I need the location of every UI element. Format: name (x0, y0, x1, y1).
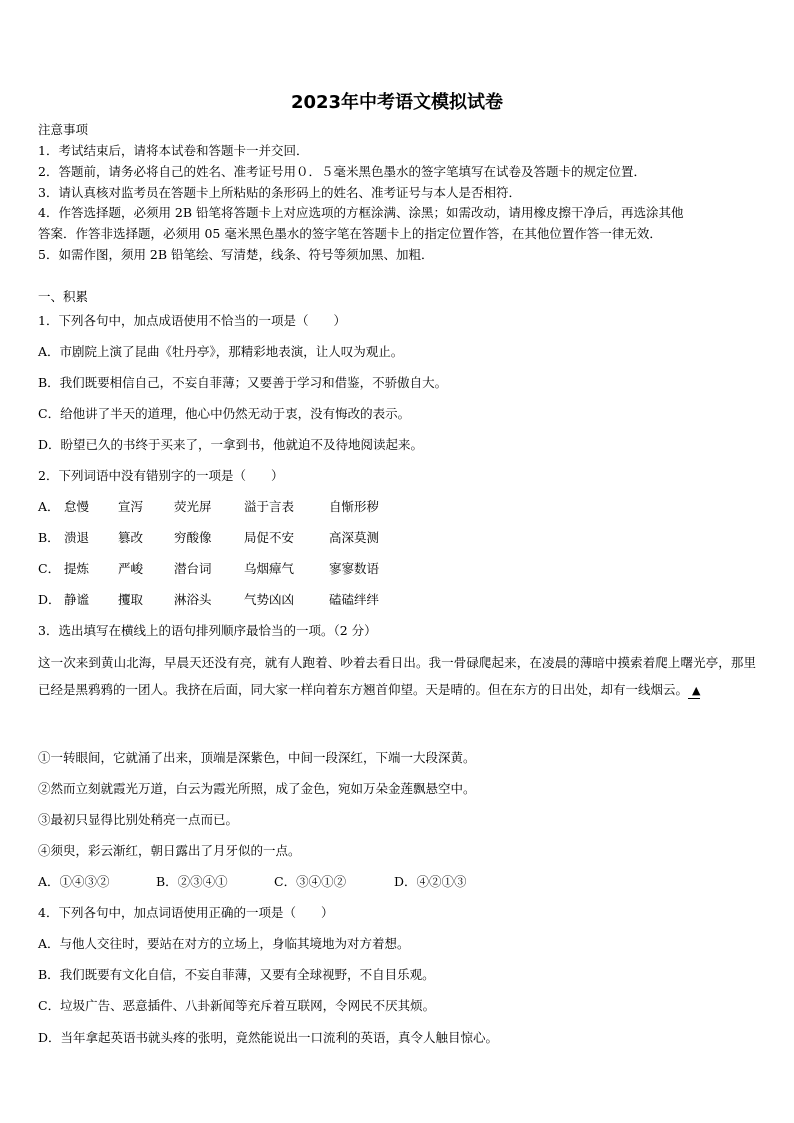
notice-item: 5．如需作图，须用 2B 铅笔绘、写清楚，线条、符号等须加黑、加粗． (38, 247, 434, 262)
q3-sentence-4: ④须臾，彩云渐红，朝日露出了月牙似的一点。 (38, 843, 301, 858)
q1-option-c: C．给他讲了半天的道理，他心中仍然无动于衷，没有悔改的表示。 (38, 406, 411, 421)
notice-heading: 注意事项 (38, 122, 89, 137)
word: 淋浴头 (174, 592, 212, 607)
notice-item: 4．作答选择题，必须用 2B 铅笔将答题卡上对应选项的方框涂满、涂黑；如需改动，请用橡皮擦干净后，再选涂其他 (38, 205, 684, 220)
word: 高深莫测 (329, 530, 380, 545)
notice-item: 2．答题前，请务必将自己的姓名、准考证号用０．５毫米黑色墨水的签字笔填写在试卷及答题卡的规定位置． (38, 164, 646, 179)
choice-c: C．③④①② (274, 874, 347, 889)
q4-option-a: A．与他人交往时，要站在对方的立场上，身临其境地为对方着想。 (38, 936, 410, 951)
q3-passage (38, 649, 756, 703)
passage-text: 这一次来到黄山北海，早晨天还没有亮，就有人跑着、吵着去看日出。我一骨碌爬起来，在凌晨的薄暗中摸索着爬上曙光亭，那里已经是黑鸦鸦的一团人。我挤在后面，同大家一样向着东方翘首仰望。天是晴的。但在东方的日出处，却有一线烟云。 (38, 655, 756, 697)
option-letter: D． (38, 592, 61, 607)
section-heading: 一、积累 (38, 289, 89, 304)
choice-a: A．①④③② (38, 874, 110, 889)
page-title: 2023年中考语文模拟试卷 (290, 92, 504, 113)
word: 气势凶凶 (244, 592, 295, 607)
word: 磕磕绊绊 (329, 592, 380, 607)
q4-option-c: C．垃圾广告、恶意插件、八卦新闻等充斥着互联网，令网民不厌其烦。 (38, 998, 436, 1013)
option-letter: B． (38, 530, 60, 545)
word: 溢于言表 (244, 499, 295, 514)
word: 潜台词 (174, 561, 212, 576)
notice-item: 答案．作答非选择题，必须用 05 毫米黑色墨水的签字笔在答题卡上的指定位置作答，在其他位置作答一律无效． (38, 226, 662, 241)
q2-stem: 2．下列词语中没有错别字的一项是（ ） (38, 468, 284, 483)
word: 局促不安 (244, 530, 295, 545)
q3-stem: 3．选出填写在横线上的语句排列顺序最恰当的一项。（2 分） (38, 623, 377, 638)
q3-sentence-2: ②然而立刻就霞光万道，白云为霞光所照，成了金色，宛如万朵金莲飘悬空中。 (38, 781, 476, 796)
choice-b: B．②③④① (156, 874, 228, 889)
word: 自惭形秽 (329, 499, 380, 514)
notice-item: 1．考试结束后，请将本试卷和答题卡一并交回． (38, 143, 309, 158)
word: 提炼 (64, 561, 90, 576)
choice-d: D．④②①③ (394, 874, 467, 889)
q1-option-a: A．市剧院上演了昆曲《牡丹亭》，那精彩地表演，让人叹为观止。 (38, 344, 404, 359)
word: 篡改 (118, 530, 144, 545)
word: 静谧 (64, 592, 90, 607)
word: 溃退 (64, 530, 90, 545)
q4-option-d: D．当年拿起英语书就头疼的张明，竟然能说出一口流利的英语，真令人触目惊心。 (38, 1030, 499, 1045)
notice-item: 3．请认真核对监考员在答题卡上所粘贴的条形码上的姓名、准考证号与本人是否相符． (38, 185, 521, 200)
option-letter: C． (38, 561, 61, 576)
word: 攫取 (118, 592, 144, 607)
word: 荧光屏 (174, 499, 212, 514)
q3-sentence-3: ③最初只显得比别处稍亮一点而已。 (38, 812, 239, 827)
q4-stem: 4．下列各句中，加点词语使用正确的一项是（ ） (38, 905, 334, 920)
q1-option-d: D．盼望已久的书终于买来了，一拿到书，他就迫不及待地阅读起来。 (38, 437, 424, 452)
word: 乌烟瘴气 (244, 561, 295, 576)
answer-blank (688, 683, 700, 699)
q4-option-b: B．我们既要有文化自信，不妄自菲薄，又要有全球视野，不自目乐观。 (38, 967, 435, 982)
q3-sentence-1: ①一转眼间，它就涌了出来，顶端是深紫色，中间一段深红，下端一大段深黄。 (38, 750, 476, 765)
word: 寥寥数语 (329, 561, 380, 576)
q1-option-b: B．我们既要相信自己，不妄自菲薄；又要善于学习和借鉴，不骄傲自大。 (38, 375, 448, 390)
word: 穷酸像 (174, 530, 212, 545)
word: 严峻 (118, 561, 144, 576)
word: 宣泻 (118, 499, 144, 514)
option-letter: A． (38, 499, 60, 514)
q1-stem: 1．下列各句中，加点成语使用不恰当的一项是（ ） (38, 313, 346, 328)
blank-marker: ▲ (692, 684, 701, 697)
word: 怠慢 (64, 499, 90, 514)
